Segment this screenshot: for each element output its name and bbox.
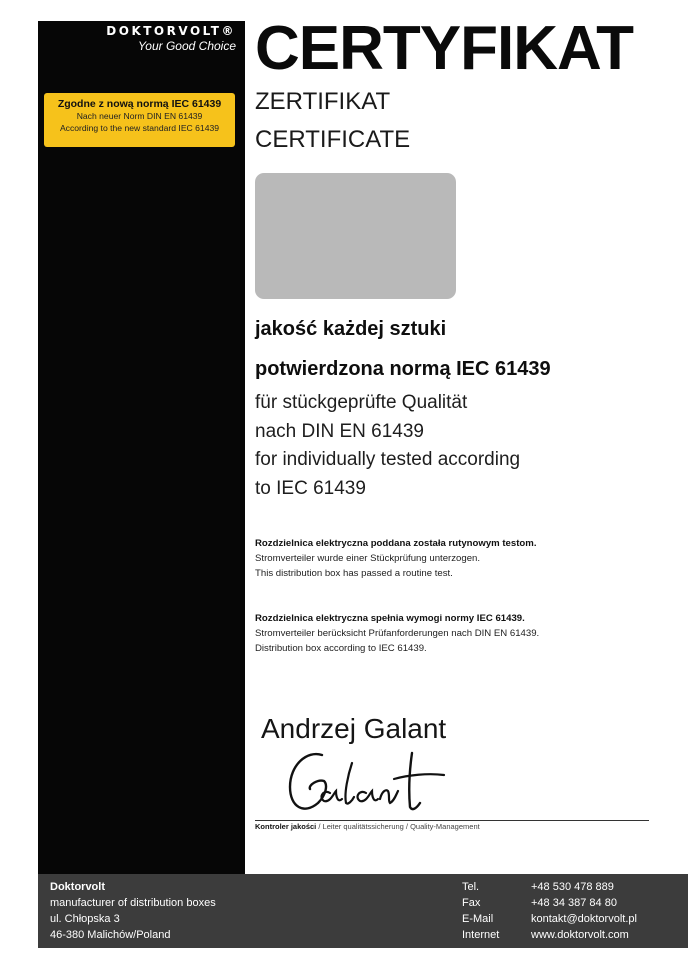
page-title: CERTYFIKAT [255,14,634,83]
quality-heading-pl-2: potwierdzona normą IEC 61439 [255,358,551,380]
signature-line [255,820,649,821]
footer-label-tel: Tel. [462,881,480,893]
footer-label-fax: Fax [462,897,481,909]
left-black-band [38,21,245,874]
note-routine-test-de: Stromverteiler wurde einer Stückprüfung unterzogen. [255,553,481,564]
note-norm-compliance-de: Stromverteiler berücksicht Prüfanforderungen nach DIN EN 61439. [255,628,540,639]
note-norm-compliance [255,611,539,656]
footer-website: www.doktorvolt.com [531,929,629,941]
title-en: CERTIFICATE [255,126,411,153]
note-norm-compliance-pl: Rozdzielnica elektryczna spełnia wymogi normy IEC 61439. [255,613,525,624]
norm-badge [44,93,235,147]
norm-badge-en: According to the new standard IEC 61439 [59,123,220,133]
quality-heading-pl-1: jakość każdej sztuki [255,318,447,340]
handwritten-signature [282,745,462,820]
footer-contact-values [531,879,637,943]
brand-name: DOKTORVOLT® [106,24,236,38]
product-image-placeholder [255,173,456,299]
signer-role-pl: Kontroler jakości [255,822,317,831]
norm-badge-pl: Zgodne z nową normą IEC 61439 [57,98,222,110]
footer-fax: +48 34 387 84 80 [531,897,617,909]
quality-de-1: für stückgeprüfte Qualität [255,392,468,413]
footer-description: manufacturer of distribution boxes [50,897,216,909]
norm-badge-de: Nach neuer Norm DIN EN 61439 [76,111,203,121]
quality-en-2: to IEC 61439 [255,478,366,499]
footer-street: ul. Chłopska 3 [50,913,120,925]
footer-city: 46-380 Malichów/Poland [50,929,171,941]
quality-de-2: nach DIN EN 61439 [255,421,424,442]
footer-company: Doktorvolt [50,881,105,893]
note-routine-test [255,536,536,581]
signer-name: Andrzej Galant [261,713,447,744]
signer-role-rest: / Leiter qualitätssicherung / Quality-Management [316,822,480,831]
note-norm-compliance-en: Distribution box according to IEC 61439. [255,643,427,654]
footer-label-email: E-Mail [462,913,494,925]
footer [38,874,688,948]
signer-role [255,822,480,831]
title-de: ZERTIFIKAT [255,88,391,115]
footer-contact-labels [462,879,499,943]
footer-label-web: Internet [462,929,500,941]
footer-email: kontakt@doktorvolt.pl [531,913,637,925]
quality-en-1: for individually tested according [255,449,521,470]
note-routine-test-en: This distribution box has passed a routine test. [255,568,453,579]
note-routine-test-pl: Rozdzielnica elektryczna poddana została rutynowym testom. [255,538,537,549]
footer-address [50,879,216,943]
footer-phone: +48 530 478 889 [531,881,614,893]
brand-tagline: Your Good Choice [137,39,236,53]
